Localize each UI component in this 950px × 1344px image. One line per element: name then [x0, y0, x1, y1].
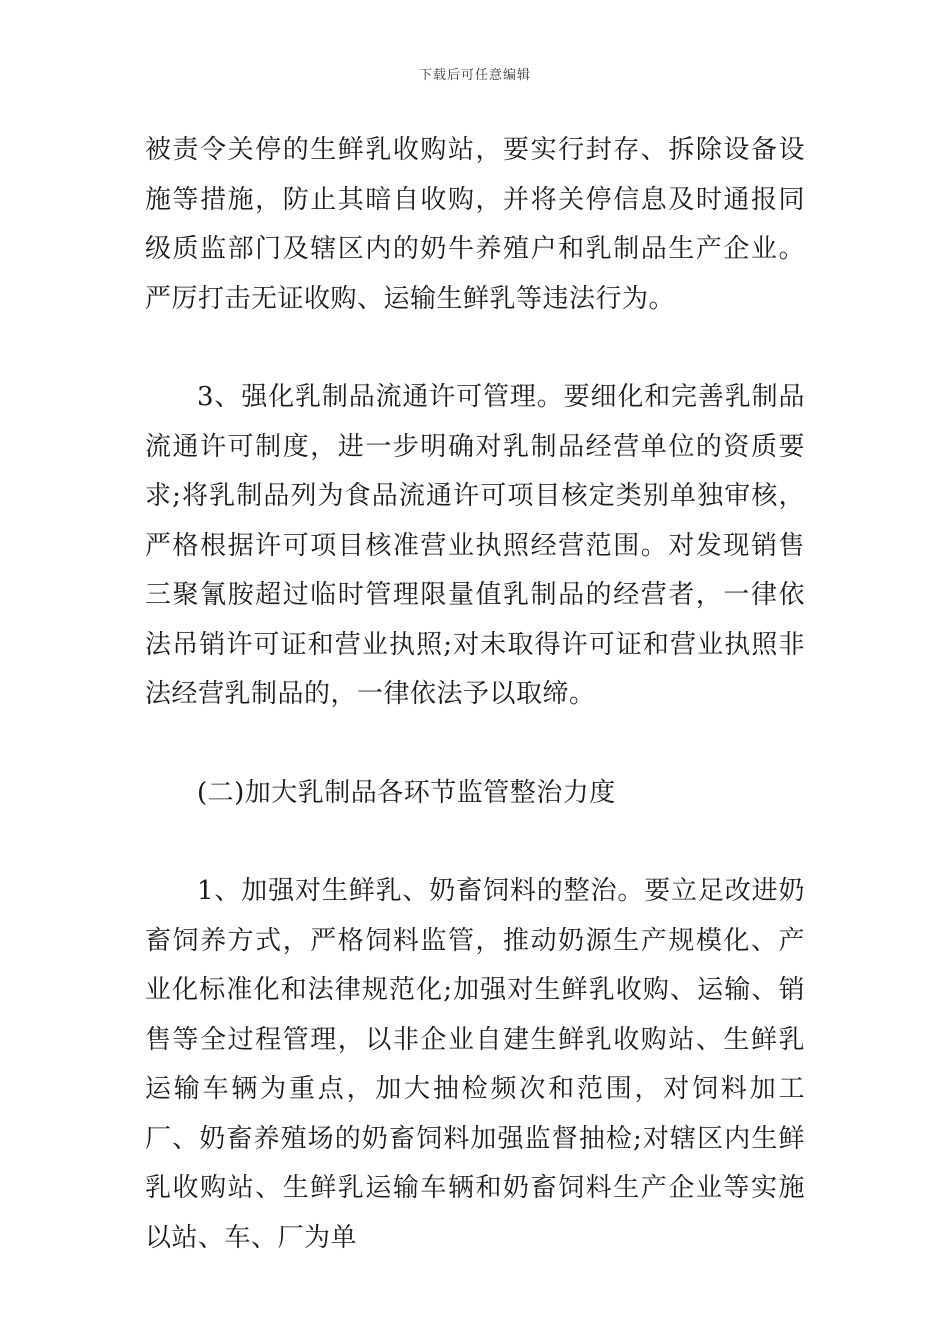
page-header: 下载后可任意编辑 — [418, 68, 531, 83]
paragraph-continued: 被责令关停的生鲜乳收购站，要实行封存、拆除设备设施等措施，防止其暗自收购，并将关停信息及时通报同级质监部门及辖区内的奶牛养殖户和乳制品生产企业。严厉打击无证收购、运输生鲜乳等违法行为。 — [145, 135, 805, 314]
paragraph-gap — [145, 324, 805, 373]
paragraph-item-1: 1、加强对生鲜乳、奶畜饲料的整治。要立足改进奶畜饲养方式，严格饲料监管，推动奶源生产规模化、产业化标准化和法律规范化;加强对生鲜乳收购、运输、销售等全过程管理，以非企业自建生鲜乳收购站、生鲜乳运输车辆为重点，加大抽检频次和范围，对饲料加工厂、奶畜养殖场的奶畜饲料加强监督抽检;对辖区内生鲜乳收购站、生鲜乳运输车辆和奶畜饲料生产企业等实施以站、车、厂为单 — [145, 876, 805, 1253]
section-heading: (二)加大乳制品各环节监管整治力度 — [197, 777, 616, 808]
paragraph-item-3: 3、强化乳制品流通许可管理。要细化和完善乳制品流通许可制度，进一步明确对乳制品经营单位的资质要求;将乳制品列为食品流通许可项目核定类别单独审核，严格根据许可项目核准营业执照经营范围。对发现销售三聚氰胺超过临时管理限量值乳制品的经营者，一律依法吊销许可证和营业执照;对未取得许可证和营业执照非法经营乳制品的，一律依法予以取缔。 — [145, 382, 805, 709]
paragraph-gap — [145, 720, 805, 769]
paragraph-gap — [145, 818, 805, 867]
document-body — [145, 126, 805, 1263]
